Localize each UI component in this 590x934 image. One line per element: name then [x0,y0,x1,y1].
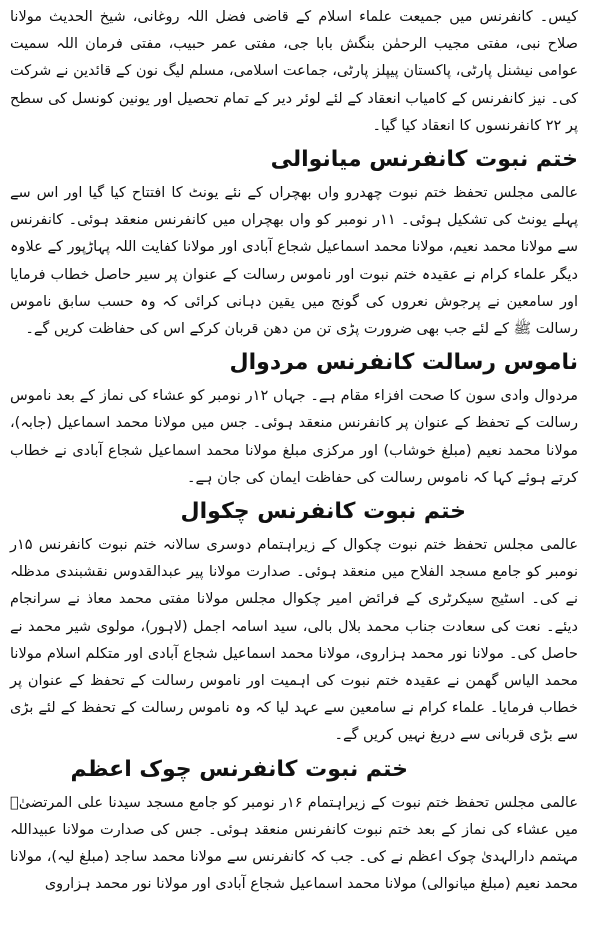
heading-chakwal-conference: ختم نبوت کانفرنس چکوال [180,499,466,525]
heading-chowk-azam-conference: ختم نبوت کانفرنس چوک اعظم [70,756,408,782]
paragraph-chowk-azam-conference: عالمی مجلس تحفظ ختم نبوت کے زیراہتمام ۱۶ر نومبر کو جامع مسجد سیدنا علی المرتضیٰؓ میں عشاء کی نماز کے بعد ختم نبوت کانفرنس منعقد ہوئی۔ جس کی صدارت مولانا عبیداللہ مہتمم دارالہدیٰ چوک اعظم نے کی۔ جب کہ کانفرنس سے مولانا محمد ساجد (مبلغ لیہ)، مولانا محمد نعیم (مبلغ میانوالی) مولانا محمد اسماعیل شجاع آبادی اور مولانا نور محمد ہزاروی [10,794,578,893]
paragraph-chakwal-conference: عالمی مجلس تحفظ ختم نبوت چکوال کے زیراہتمام دوسری سالانہ ختم نبوت کانفرنس ۱۵ر نومبر کو جامع مسجد الفلاح میں منعقد ہوئی۔ صدارت مولانا پیر عبدالقدوس نقشبندی مدظلہ نے کی۔ اسٹیج سیکرٹری کے فرائض امیر چکوال مجلس مولانا مفتی محمد معاذ نے سرانجام دیئے۔ نعت کی سعادت جناب محمد بلال بالی، سید اسامہ اجمل (لاہور)، مولوی شیر محمد نے حاصل کی۔ مولانا نور محمد ہزاروی، مولانا محمد اسماعیل شجاع آبادی اور متکلم اسلام مولانا محمد الیاس گھمن نے عقیدہ ختم نبوت کی اہمیت اور ناموس رسالت کے تحفظ کے عنوان پر خطاب فرمایا۔ علماء کرام نے سامعین سے عہد لیا کہ وہ ناموس رسالت کے تحفظ کے لئے بڑی سے بڑی قربانی سے دریغ نہیں کریں گے۔ [10,537,578,744]
paragraph-mianwali-conference: عالمی مجلس تحفظ ختم نبوت چھدرو واں بھچراں کے نئے یونٹ کا افتتاح کیا گیا اور اس سے پہلے یونٹ کی تشکیل ہوئی۔ ۱۱ر نومبر کو واں بھچراں میں کانفرنس منعقد ہوئی۔ کانفرنس سے مولانا محمد نعیم، مولانا محمد اسماعیل شجاع آبادی اور مولانا کفایت اللہ پہاڑپور کے علاوہ دیگر علماء کرام نے عقیدہ ختم نبوت اور ناموس رسالت کے عنوان پر سیر حاصل خطاب فرمایا اور سامعین نے پرجوش نعروں کی گونج میں یقین دہانی کرائی کہ وہ حسب سابق ناموس رسالت ﷺ کے لئے جب بھی ضرورت پڑی تن من دھن قربان کرکے اس کی حفاظت کریں گے۔ [10,185,579,338]
paragraph-lower-dir-conference: کیس۔ کانفرنس میں جمیعت علماء اسلام کے قاضی فضل اللہ روغانی، شیخ الحدیث مولانا صلاح نبی، مفتی مجیب الرحمٰن بنگش بابا جی، مفتی عمر حبیب، مفتی فرمان اللہ سمیت عوامی نیشنل پارٹی، پاکستان پیپلز پارٹی، جماعت اسلامی، مسلم لیگ نون کے قائدین نے شرکت کی۔ نیز کانفرنس کے کامیاب انعقاد کے لئے لوئر دیر کے تمام تحصیل اور یونین کونسل کی سطح پر ۲۲ کانفرنسوں کا انعقاد کیا گیا۔ [10,9,578,134]
heading-mardwal-conference: ناموس رسالت کانفرنس مردوال [229,350,578,376]
heading-mianwali-conference: ختم نبوت کانفرنس میانوالی [270,147,578,173]
paragraph-mardwal-conference: مردوال وادی سون کا صحت افزاء مقام ہے۔ جہاں ۱۲ر نومبر کو عشاء کی نماز کے بعد ناموس رسالت کے تحفظ کے عنوان پر کانفرنس منعقد ہوئی۔ جس میں مولانا محمد اسماعیل (جابہ)، مولانا محمد نعیم (مبلغ خوشاب) اور مرکزی مبلغ مولانا محمد اسماعیل شجاع آبادی نے خطاب کرتے ہوئے کہا کہ ناموس رسالت کی حفاظت ایمان کی جان ہے۔ [10,388,578,486]
